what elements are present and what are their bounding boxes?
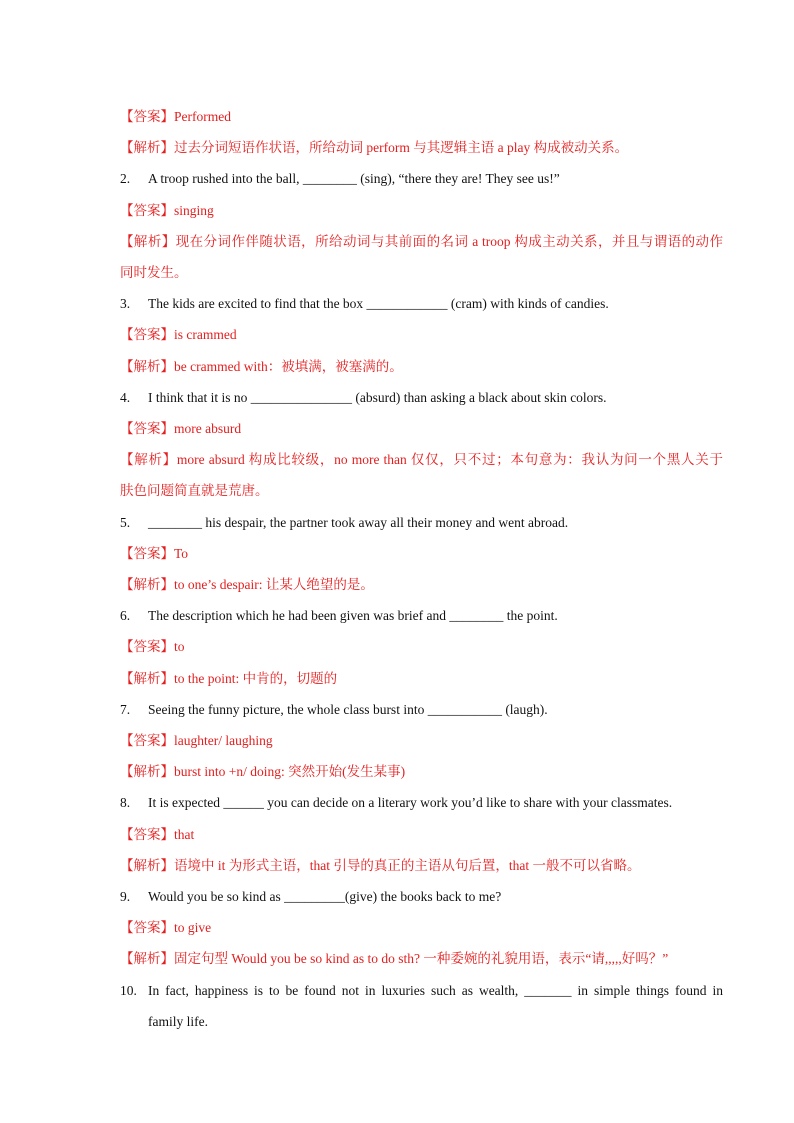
answer-line: 【答案】is crammed bbox=[120, 327, 237, 343]
question-number: 3. bbox=[120, 296, 131, 312]
question-text: It is expected ______ you can decide on a literary work you’d like to share with your classmates. bbox=[148, 795, 673, 811]
question-10 bbox=[120, 975, 723, 1006]
question-text: In fact, happiness is to be found not in luxuries such as wealth, _______ in simple things found in bbox=[148, 982, 723, 998]
question-3 bbox=[120, 288, 723, 319]
question-number: 5. bbox=[120, 514, 131, 530]
question-number: 10. bbox=[120, 982, 137, 998]
question-6 bbox=[120, 600, 723, 631]
question-5 bbox=[120, 507, 723, 538]
answer-line: 【答案】that bbox=[120, 826, 195, 842]
analysis-line: 【解析】more absurd 构成比较级，no more than 仅仅，只不过；本句意为：我认为问一个黑人关于 bbox=[120, 452, 723, 468]
question-number: 7. bbox=[120, 701, 131, 717]
question-2 bbox=[120, 163, 723, 194]
question-number: 9. bbox=[120, 889, 131, 905]
question-text: ________ his despair, the partner took away all their money and went abroad. bbox=[148, 514, 569, 530]
answer-line: 【答案】To bbox=[120, 545, 189, 561]
answer-line: 【答案】more absurd bbox=[120, 421, 242, 437]
question-text: I think that it is no _______________ (absurd) than asking a black about skin colors. bbox=[148, 389, 607, 405]
analysis-line: 【解析】be crammed with：被填满，被塞满的。 bbox=[120, 358, 403, 374]
answer-line: 【答案】singing bbox=[120, 202, 214, 218]
question-number: 4. bbox=[120, 389, 131, 405]
page-content bbox=[120, 101, 723, 1037]
question-text: A troop rushed into the ball, ________ (sing), “there they are! They see us!” bbox=[148, 171, 560, 187]
question-text: Would you be so kind as _________(give) the books back to me? bbox=[148, 889, 502, 905]
answer-line: 【答案】to give bbox=[120, 920, 212, 936]
question-8 bbox=[120, 787, 723, 818]
analysis-line: 【解析】过去分词短语作状语，所给动词 perform 与其逻辑主语 a play 构成被动关系。 bbox=[120, 140, 629, 156]
analysis-line-continued: 同时发生。 bbox=[120, 265, 188, 281]
analysis-line-continued: 肤色问题简直就是荒唐。 bbox=[120, 483, 269, 499]
question-text-continued: family life. bbox=[148, 1013, 208, 1029]
answer-line: 【答案】to bbox=[120, 639, 185, 655]
question-text: The description which he had been given was brief and ________ the point. bbox=[148, 608, 558, 624]
question-9 bbox=[120, 881, 723, 912]
answer-line: 【答案】Performed bbox=[120, 109, 231, 124]
answer-line: 【答案】laughter/ laughing bbox=[120, 733, 273, 749]
question-number: 8. bbox=[120, 795, 131, 811]
question-4 bbox=[120, 382, 723, 413]
question-number: 6. bbox=[120, 608, 131, 624]
question-number: 2. bbox=[120, 171, 131, 187]
analysis-line: 【解析】固定句型 Would you be so kind as to do sth? 一种委婉的礼貌用语，表示“请,,,,,好吗？” bbox=[120, 951, 669, 967]
analysis-line: 【解析】to one’s despair: 让某人绝望的是。 bbox=[120, 577, 374, 593]
question-text: The kids are excited to find that the box ____________ (cram) with kinds of candies. bbox=[148, 296, 609, 312]
analysis-line: 【解析】to the point: 中肯的，切题的 bbox=[120, 670, 338, 686]
question-text: Seeing the funny picture, the whole class burst into ___________ (laugh). bbox=[148, 701, 548, 717]
analysis-line: 【解析】burst into +n/ doing: 突然开始(发生某事) bbox=[120, 764, 406, 780]
analysis-line: 【解析】现在分词作伴随状语，所给动词与其前面的名词 a troop 构成主动关系，并且与谓语的动作 bbox=[120, 233, 723, 249]
question-7 bbox=[120, 694, 723, 725]
analysis-line: 【解析】语境中 it 为形式主语，that 引导的真正的主语从句后置，that 一般不可以省略。 bbox=[120, 857, 641, 873]
